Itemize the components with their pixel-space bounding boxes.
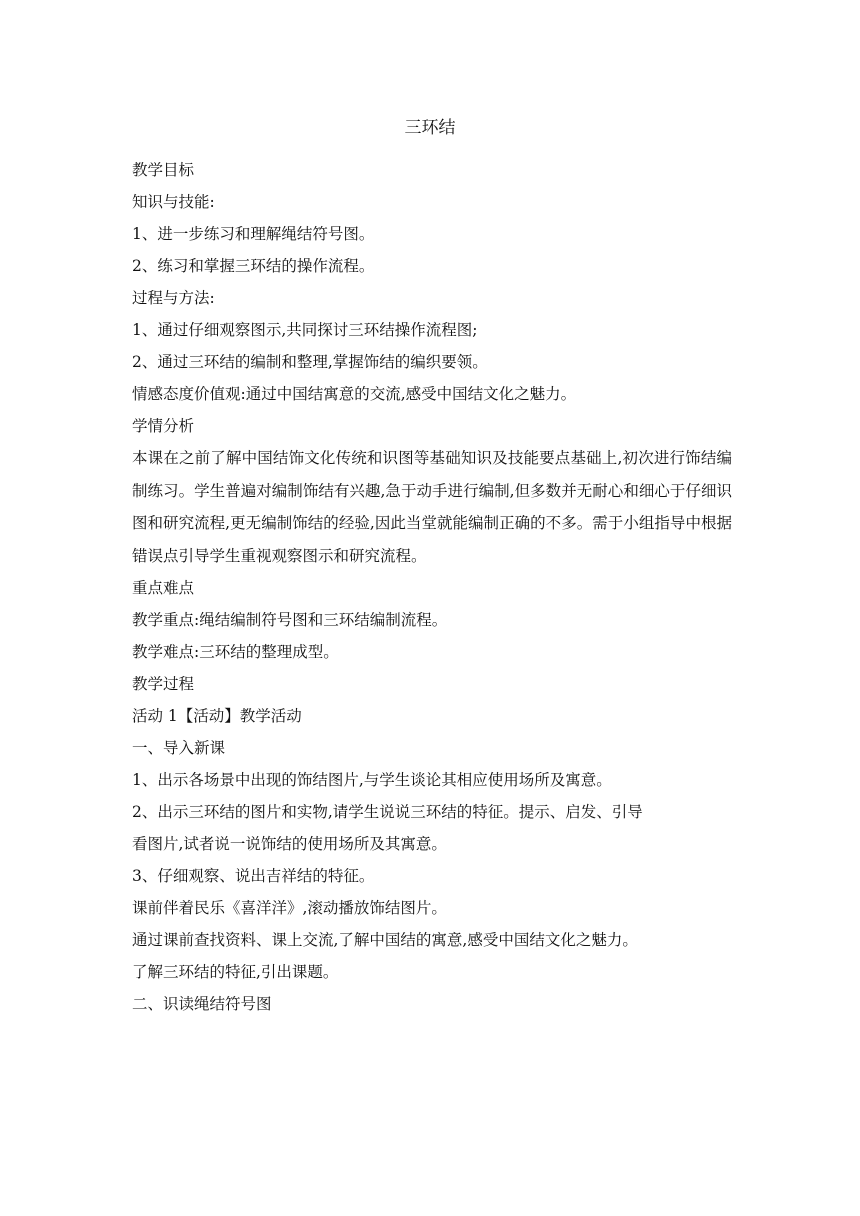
- heading-learning-analysis: 学情分析: [132, 417, 195, 435]
- text-line: 看图片,试者说一说饰结的使用场所及其寓意。: [132, 835, 447, 853]
- text-line: 1、出示各场景中出现的饰结图片,与学生谈论其相应使用场所及寓意。: [132, 771, 612, 789]
- document-title: 三环结: [404, 118, 456, 138]
- section-heading: 一、导入新课: [132, 739, 226, 757]
- heading-key-difficulties: 重点难点: [132, 579, 195, 597]
- section-heading: 二、识读绳结符号图: [132, 995, 272, 1013]
- text-line: 教学重点:绳结编制符号图和三环结编制流程。: [132, 611, 448, 629]
- text-line: 情感态度价值观:通过中国结寓意的交流,感受中国结文化之魅力。: [132, 385, 577, 403]
- document-body: [132, 154, 732, 1020]
- text-line: 2、练习和掌握三环结的操作流程。: [132, 257, 375, 275]
- subheading-knowledge-skills: 知识与技能:: [132, 193, 215, 211]
- activity-heading: 活动 1【活动】教学活动: [132, 707, 302, 725]
- text-line: 教学难点:三环结的整理成型。: [132, 643, 339, 661]
- text-line: 2、通过三环结的编制和整理,掌握饰结的编织要领。: [132, 353, 488, 371]
- text-line: 2、出示三环结的图片和实物,请学生说说三环结的特征。提示、启发、引导: [132, 803, 643, 821]
- text-line: 1、通过仔细观察图示,共同探讨三环结操作流程图;: [132, 321, 478, 339]
- heading-teaching-process: 教学过程: [132, 675, 195, 693]
- learning-analysis-paragraph: 本课在之前了解中国结饰文化传统和识图等基础知识及技能要点基础上,初次进行饰结编制练习。学生普遍对编制饰结有兴趣,急于动手进行编制,但多数并无耐心和细心于仔细识图和研究流程,更无编制饰结的经验,因此当堂就能编制正确的不多。需于小组指导中根据错误点引导学生重视观察图示和研究流程。: [132, 449, 732, 565]
- text-line: 课前伴着民乐《喜洋洋》,滚动播放饰结图片。: [132, 899, 447, 917]
- heading-teaching-goals: 教学目标: [132, 161, 195, 179]
- text-line: 通过课前查找资料、课上交流,了解中国结的寓意,感受中国结文化之魅力。: [132, 931, 638, 949]
- text-line: 1、进一步练习和理解绳结符号图。: [132, 225, 375, 243]
- text-line: 3、仔细观察、说出吉祥结的特征。: [132, 867, 375, 885]
- text-line: 了解三环结的特征,引出课题。: [132, 963, 339, 981]
- subheading-process-methods: 过程与方法:: [132, 289, 215, 307]
